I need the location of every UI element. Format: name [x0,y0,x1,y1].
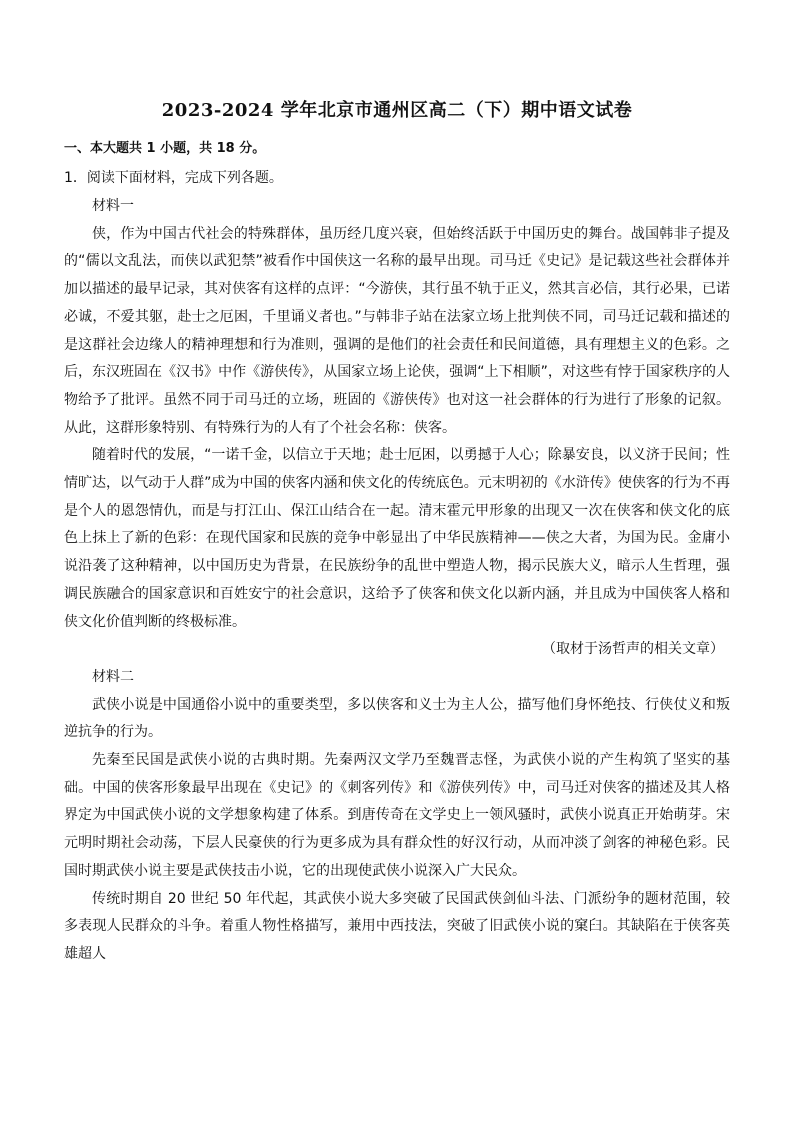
material-2-paragraph: 武侠小说是中国通俗小说中的重要类型，多以侠客和义士为主人公，描写他们身怀绝技、行侠仗义和叛逆抗争的行为。 [64,696,730,741]
exam-title: 2023-2024 学年北京市通州区高二（下）期中语文试卷 [161,100,633,121]
section-heading: 一、本大题共 1 小题，共 18 分。 [64,141,266,156]
material-1-paragraph: 随着时代的发展，“一诺千金，以信立于天地；赴士厄困，以勇撼于人心；除暴安良，以义济于民间；性情旷达，以气动于人群”成为中国的侠客内涵和侠文化的传统底色。元末明初的《水浒传》使侠客的行为不再是个人的恩怨情仇，而是与打江山、保江山结合在一起。清末霍元甲形象的出现又一次在侠客和侠文化的底色上抹上了新的色彩：在现代国家和民族的竞争中彰显出了中华民族精神——侠之大者，为国为民。金庸小说沿袭了这种精神，以中国历史为背景，在民族纷争的乱世中塑造人物，揭示民族大义，暗示人生哲理，强调民族融合的国家意识和百姓安宁的社会意识，这给予了侠客和侠文化以新内涵，并且成为中国侠客人格和侠文化价值判断的终极标准。 [64,447,730,630]
material-2-label: 材料二 [92,668,134,685]
question-prompt: 1．阅读下面材料，完成下列各题。 [64,170,283,186]
material-1-source: （取材于汤哲声的相关文章） [542,641,724,658]
material-2-paragraph: 先秦至民国是武侠小说的古典时期。先秦两汉文学乃至魏晋志怪，为武侠小说的产生构筑了坚实的基础。中国的侠客形象最早出现在《史记》的《刺客列传》和《游侠列传》中，司马迁对侠客的描述及其人格界定为中国武侠小说的文学想象构建了体系。到唐传奇在文学史上一领风骚时，武侠小说真正开始萌芽。宋元明时期社会动荡，下层人民豪侠的行为更多成为具有群众性的好汉行动，从而冲淡了剑客的神秘色彩。民国时期武侠小说主要是武侠技击小说，它的出现使武侠小说深入广大民众。 [64,752,730,879]
material-2-paragraph: 传统时期自 20 世纪 50 年代起，其武侠小说大多突破了民国武侠剑仙斗法、门派纷争的题材范围，较多表现人民群众的斗争。着重人物性格描写，兼用中西技法，突破了旧武侠小说的窠臼。其缺陷在于侠客英雄超人 [64,890,730,962]
reading-material [64,193,730,969]
material-1-paragraph: 侠，作为中国古代社会的特殊群体，虽历经几度兴衰，但始终活跃于中国历史的舞台。战国韩非子提及的“儒以文乱法，而侠以武犯禁”被看作中国侠这一名称的最早出现。司马迁《史记》是记载这些社会群体并加以描述的最早记录，其对侠客有这样的点评：“今游侠，其行虽不轨于正义，然其言必信，其行必果，已诺必诚，不爱其躯，赴士之厄困，千里诵义者也。”与韩非子站在法家立场上批判侠不同，司马迁记载和描述的是这群社会边缘人的精神理想和行为准则，强调的是他们的社会责任和民间道德，具有理想主义的色彩。之后，东汉班固在《汉书》中作《游侠传》，从国家立场上论侠，强调“上下相顺”，对这些有悖于国家秩序的人物给予了批评。虽然不同于司马迁的立场，班固的《游侠传》也对这一社会群体的行为进行了形象的记叙。从此，这群形象特别、有特殊行为的人有了个社会名称：侠客。 [64,225,730,436]
material-1-label: 材料一 [92,198,134,214]
